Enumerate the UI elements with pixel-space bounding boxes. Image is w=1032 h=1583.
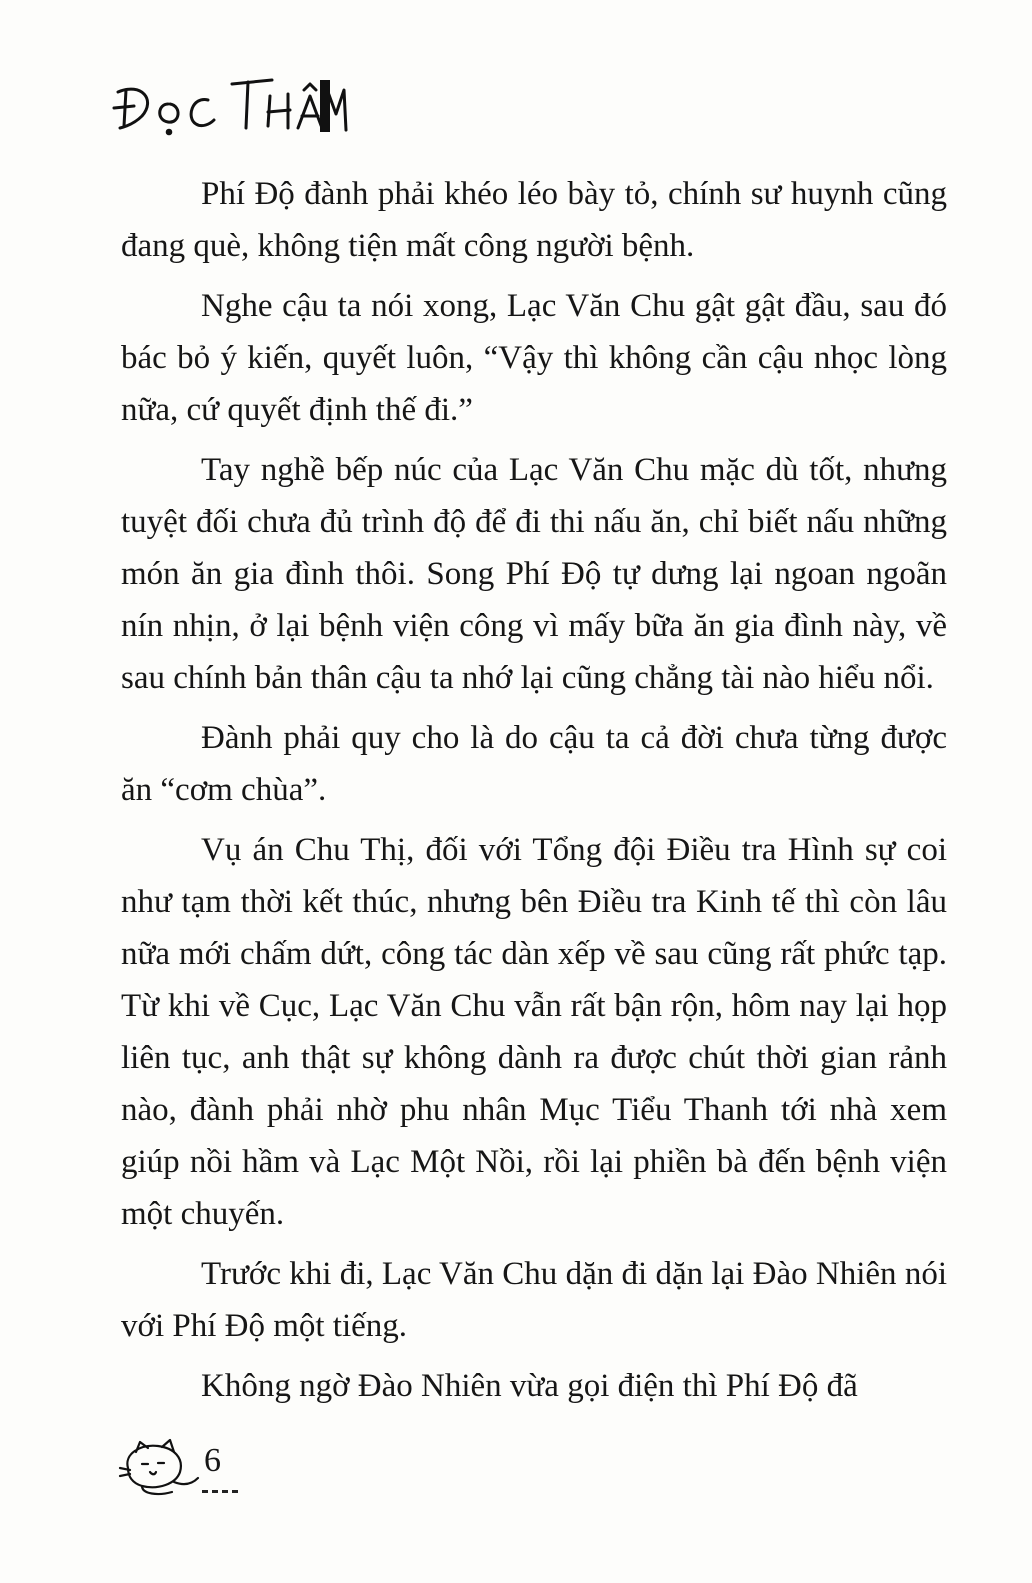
running-head-logo <box>112 70 352 140</box>
paragraph: Đành phải quy cho là do cậu ta cả đời chưa từng được ăn “cơm chùa”. <box>121 720 947 808</box>
page-footer <box>118 1438 278 1508</box>
running-head-calligraphy <box>112 70 352 140</box>
paragraph: Tay nghề bếp núc của Lạc Văn Chu mặc dù tốt, nhưng tuyệt đối chưa đủ trình độ để đi thi nấu ăn, chỉ biết nấu những món ăn gia đình thôi. Song Phí Độ tự dưng lại ngoan ngoãn nín nhịn, ở lại bệnh viện công vì mấy bữa ăn gia đình này, về sau chính bản thân cậu ta nhớ lại cũng chẳng tài nào hiểu nổi. <box>121 452 947 696</box>
paragraph: Trước khi đi, Lạc Văn Chu dặn đi dặn lại Đào Nhiên nói với Phí Độ một tiếng. <box>121 1256 947 1344</box>
page-number: 6 <box>204 1442 221 1479</box>
paragraph: Phí Độ đành phải khéo léo bày tỏ, chính sư huynh cũng đang què, không tiện mất công người bệnh. <box>121 176 947 264</box>
body-text <box>121 168 947 1420</box>
paragraph: Nghe cậu ta nói xong, Lạc Văn Chu gật gật đầu, sau đó bác bỏ ý kiến, quyết luôn, “Vậy thì không cần cậu nhọc lòng nữa, cứ quyết định thế đi.” <box>121 288 947 428</box>
paragraph: Vụ án Chu Thị, đối với Tổng đội Điều tra Hình sự coi như tạm thời kết thúc, nhưng bên Điều tra Kinh tế thì còn lâu nữa mới chấm dứt, công tác dàn xếp về sau cũng rất phức tạp. Từ khi về Cục, Lạc Văn Chu vẫn rất bận rộn, hôm nay lại họp liên tục, anh thật sự không dành ra được chút thời gian rảnh nào, đành phải nhờ phu nhân Mục Tiểu Thanh tới nhà xem giúp nồi hầm và Lạc Một Nồi, rồi lại phiền bà đến bệnh viện một chuyến. <box>121 832 947 1232</box>
paragraph: Không ngờ Đào Nhiên vừa gọi điện thì Phí Độ đã <box>201 1368 858 1404</box>
footer-divider <box>202 1490 238 1493</box>
cat-doodle-icon <box>118 1438 208 1498</box>
